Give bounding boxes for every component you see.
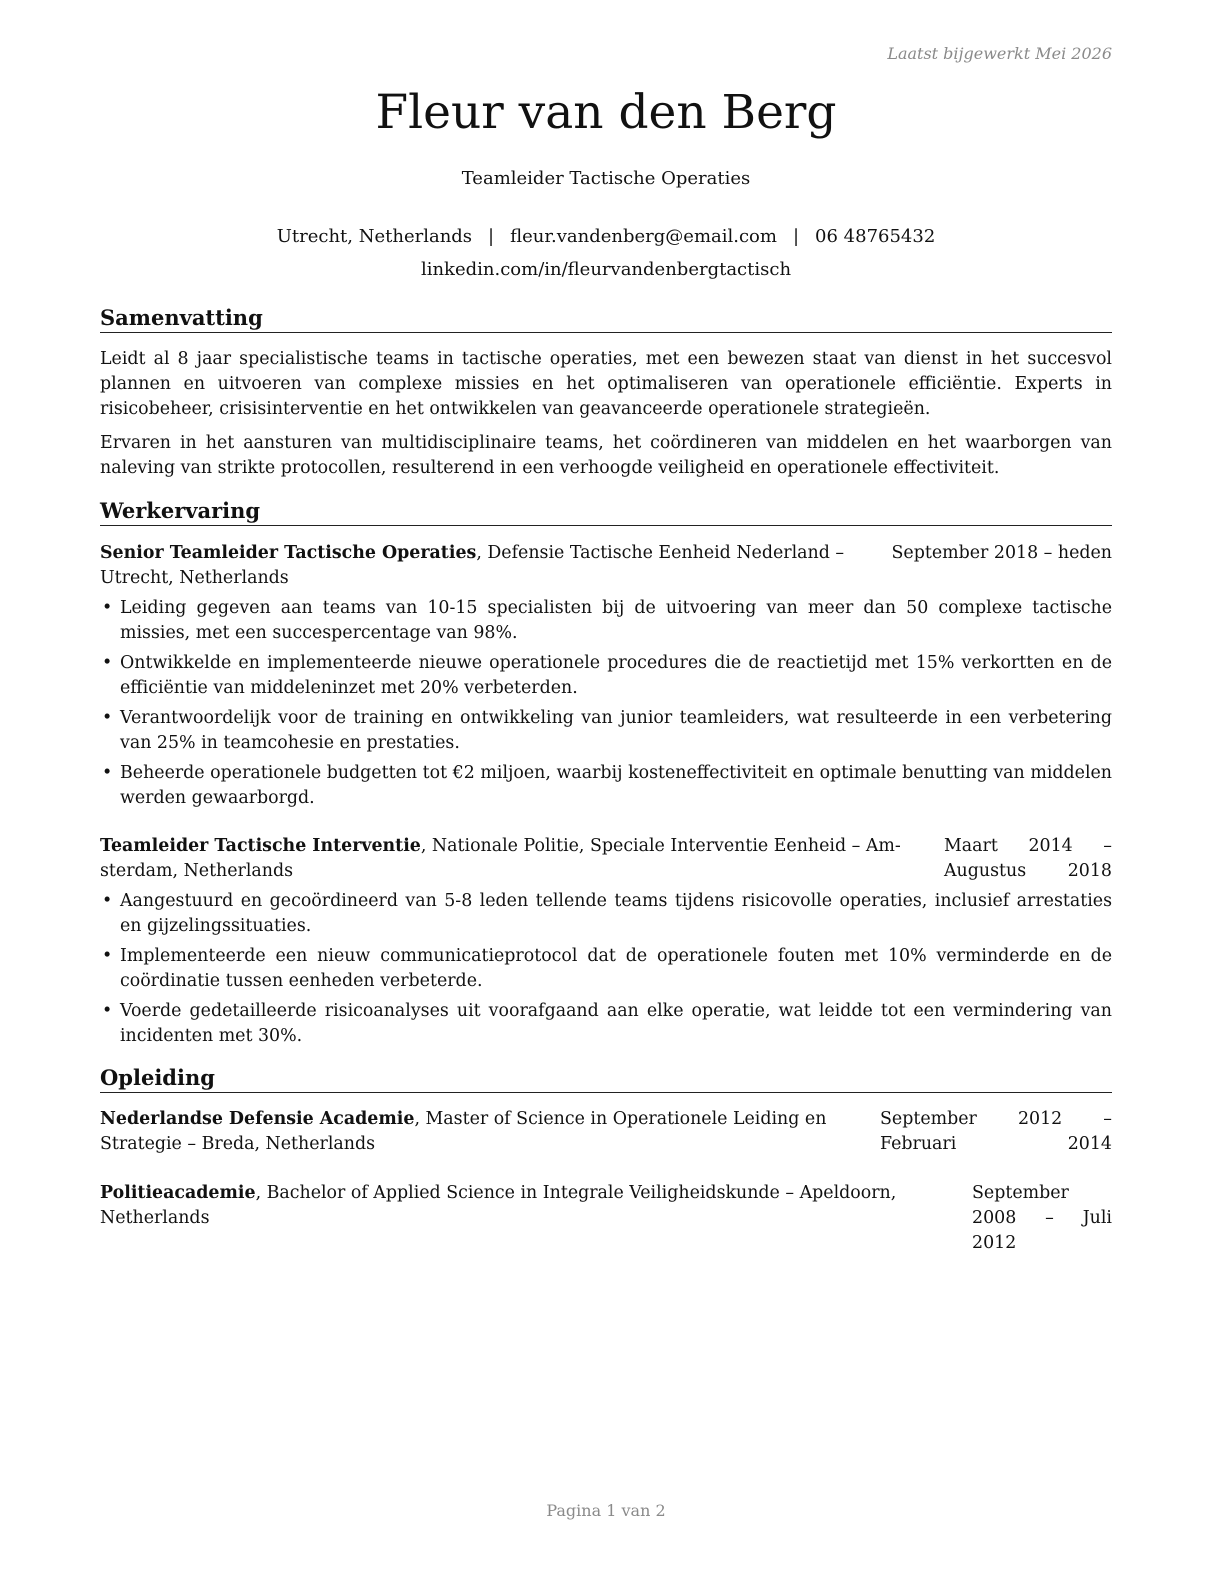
last-updated-note: Laatst bijgewerkt Mei 2026 [887, 44, 1112, 63]
contact-separator: | [488, 226, 495, 247]
bullet-icon: • [102, 763, 113, 783]
list-item: • Verantwoordelijk voor de training en ontwikkeling van junior teamleiders, wat resulteerde in een verbetering van 25% in teamcohesie en prestaties. [102, 708, 1112, 753]
education-item [100, 1181, 1112, 1256]
section-title-summary: Samenvatting [100, 305, 1112, 333]
job-title-line [100, 541, 884, 591]
summary-paragraph: Leidt al 8 jaar specialistische teams in tactische operaties, met een bewezen staat van dienst in het succesvol plannen en uitvoeren van complexe missies en het optimaliseren van operationele efficiëntie. Experts in risicobeheer, crisisinterventie en het ontwikkelen van geavanceerde operationele strategieën. [100, 349, 1112, 419]
section-title-education: Opleiding [100, 1065, 1112, 1093]
list-item: • Beheerde operationele budgetten tot €2 miljoen, waarbij kosteneffectiviteit en optimale benutting van middelen werden gewaarborgd. [102, 763, 1112, 808]
job-details: , Nationale Politie, Speciale Interventie Eenheid – Amsterdam, Netherlands [100, 836, 901, 881]
job-dates: Maart 2014 – Augustus 2018 [944, 836, 1112, 881]
bullet-icon: • [102, 653, 113, 673]
summary-paragraph: Ervaren in het aansturen van multidisciplinaire teams, het coördineren van middelen en het waarborgen van naleving van strikte protocollen, resulterend in een verhoogde veiligheid en operationele effectiviteit. [100, 433, 1112, 478]
education-school: Nederlandse Defensie Academie [100, 1109, 415, 1129]
education-dates: September 2008 – Juli 2012 [972, 1183, 1112, 1253]
list-item: • Implementeerde een nieuw communicatieprotocol dat de operationele fouten met 10% verminderde en de coördinatie tussen eenheden verbeterde. [102, 946, 1112, 991]
job-title-line [100, 834, 936, 884]
section-title-experience: Werkervaring [100, 498, 1112, 526]
resume-page [100, 0, 1112, 1584]
education-school: Politieacademie [100, 1183, 256, 1203]
job-bullets [100, 889, 1112, 1054]
bullet-icon: • [102, 598, 113, 618]
education-item [100, 1107, 1112, 1157]
bullet-icon: • [102, 708, 113, 728]
page-number: Pagina 1 van 2 [546, 1501, 666, 1520]
job-position: Senior Teamleider Tactische Operaties [100, 543, 477, 563]
bullet-icon: • [102, 891, 113, 911]
education-details: , Master of Science in Operationele Leiding en Strategie – Breda, Netherlands [100, 1109, 827, 1154]
contact-line [100, 220, 1112, 253]
candidate-name: Fleur van den Berg [375, 85, 837, 140]
job-details: , Defensie Tactische Eenheid Nederland – Utrecht, Netherlands [100, 543, 845, 588]
education-dates: September 2012 – Februari 2014 [880, 1109, 1112, 1154]
education-title-line [100, 1181, 964, 1231]
list-item: • Leiding gegeven aan teams van 10-15 specialisten bij de uitvoering van meer dan 50 complexe tactische missies, met een succespercentage van 98%. [102, 598, 1112, 643]
education-title-line [100, 1107, 872, 1157]
job-header [100, 834, 1112, 884]
contact-location: Utrecht, Netherlands [276, 226, 473, 247]
bullet-icon: • [102, 946, 113, 966]
list-item: • Voerde gedetailleerde risicoanalyses uit voorafgaand aan elke operatie, wat leidde tot een vermindering van incidenten met 30%. [102, 1001, 1112, 1046]
list-item: • Aangestuurd en gecoördineerd van 5-8 leden tellende teams tijdens risicovolle operaties, inclusief arrestaties en gijzelingssituaties. [102, 891, 1112, 936]
contact-linkedin[interactable]: linkedin.com/in/fleurvandenbergtactisch [420, 259, 792, 280]
job-position: Teamleider Tactische Interventie [100, 836, 421, 856]
education-details: , Bachelor of Applied Science in Integrale Veiligheidskunde – Apeldoorn, Netherlands [100, 1183, 897, 1228]
candidate-role: Teamleider Tactische Operaties [461, 168, 751, 189]
job-dates: September 2018 – heden [891, 543, 1112, 563]
bullet-icon: • [102, 1001, 113, 1021]
job-bullets [100, 596, 1112, 816]
contact-email[interactable]: fleur.vandenberg@email.com [510, 226, 777, 247]
contact-block [100, 220, 1112, 286]
list-item: • Ontwikkelde en implementeerde nieuwe operationele procedures die de reactietijd met 15% verkortten en de efficiëntie van middeleninzet met 20% verbeterden. [102, 653, 1112, 698]
contact-phone[interactable]: 06 48765432 [815, 226, 936, 247]
contact-separator: | [792, 226, 800, 247]
job-header [100, 541, 1112, 591]
